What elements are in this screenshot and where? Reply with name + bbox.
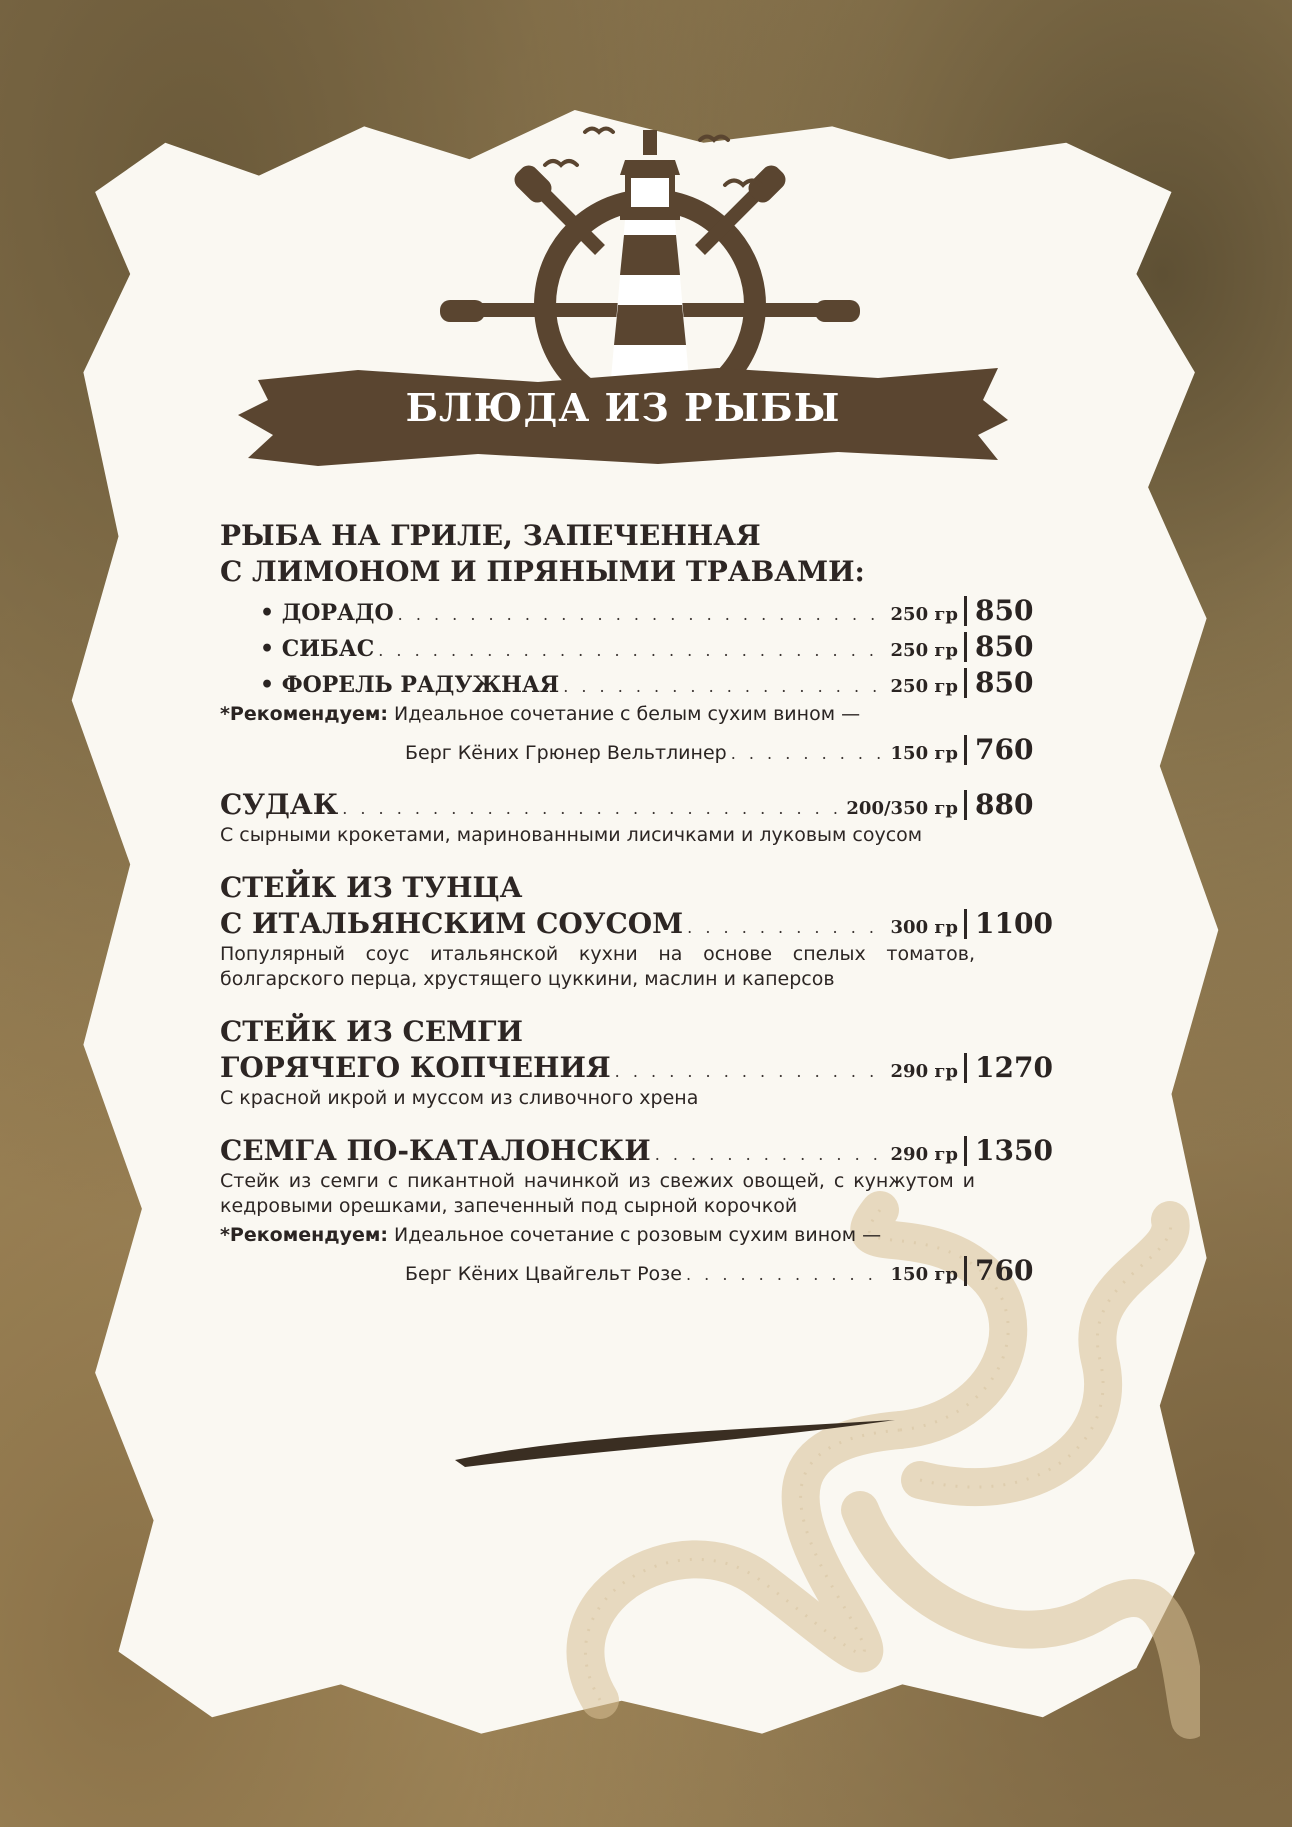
dish-price: 1100: [964, 909, 1065, 939]
recommendation-text: Идеальное сочетание с белым сухим вином —: [394, 703, 861, 725]
dish-grill: [220, 518, 1065, 765]
leader-dots: [687, 918, 886, 937]
dish-weight: 200/350 гр: [846, 798, 958, 819]
section-title: БЛЮДА ИЗ РЫБЫ: [405, 385, 841, 430]
item-price: 850: [964, 668, 1065, 698]
leader-dots: [731, 744, 887, 763]
lighthouse-icon: [610, 130, 690, 390]
menu-list: [220, 518, 1065, 1286]
list-item: [220, 596, 1065, 626]
dish-title: РЫБА НА ГРИЛЕ, ЗАПЕЧЕННАЯ: [220, 519, 761, 552]
dish-weight: 290 гр: [890, 1061, 958, 1082]
item-name: • ДОРАДО: [260, 600, 394, 626]
list-item: [220, 632, 1065, 662]
decorative-brush-stroke: [455, 1415, 895, 1475]
dish-row: [220, 1050, 1065, 1086]
dish-price: 1350: [964, 1136, 1065, 1166]
recommendation-label: *Рекомендуем:: [220, 703, 388, 725]
list-item: [220, 668, 1065, 698]
leader-dots: [378, 641, 886, 660]
dish-title: С ЛИМОНОМ И ПРЯНЫМИ ТРАВАМИ:: [220, 555, 865, 588]
dish-weight: 300 гр: [890, 917, 958, 938]
leader-dots: [686, 1265, 887, 1284]
wine-weight: 150 гр: [890, 743, 958, 764]
dish-title: СТЕЙК ИЗ СЕМГИ: [220, 1015, 523, 1048]
wine-name: Берг Кёних Цвайгельт Розе: [405, 1263, 682, 1285]
dish-title: СЕМГА ПО-КАТАЛОНСКИ: [220, 1134, 651, 1167]
dish-weight: 290 гр: [890, 1144, 958, 1165]
wine-name: Берг Кёних Грюнер Вельтлинер: [405, 742, 727, 764]
leader-dots: [615, 1062, 887, 1081]
item-name: • СИБАС: [260, 636, 375, 662]
leader-dots: [342, 799, 842, 818]
dish-description: Популярный соус итальянской кухни на основе спелых томатов, болгарского перца, хрустящего цуккини, маслин и каперсов: [220, 943, 975, 990]
recommendation: [220, 702, 1065, 727]
item-weight: 250 гр: [890, 604, 958, 625]
dish-description: Стейк из семги с пикантной начинкой из свежих овощей, с кунжутом и кедровыми орешками, запеченный под сырной корочкой: [220, 1170, 975, 1217]
dish-salmon-smoked: [220, 1014, 1065, 1111]
item-weight: 250 гр: [890, 640, 958, 661]
dish-title: С ИТАЛЬЯНСКИМ СОУСОМ: [220, 907, 684, 940]
dish-salmon-catalan: [220, 1133, 1065, 1286]
recommendation-text: Идеальное сочетание с розовым сухим вином —: [394, 1224, 882, 1246]
leader-dots: [398, 605, 887, 624]
dish-title: СУДАК: [220, 788, 339, 821]
wine-pairing: [220, 735, 1065, 765]
item-price: 850: [964, 596, 1065, 626]
item-weight: 250 гр: [890, 676, 958, 697]
recommendation: [220, 1223, 1065, 1248]
recommendation-label: *Рекомендуем:: [220, 1224, 388, 1246]
dish-description: С красной икрой и муссом из сливочного хрена: [220, 1087, 699, 1109]
dish-row: [220, 906, 1065, 942]
ship-wheel-lighthouse-logo: [440, 120, 860, 390]
wine-price: 760: [964, 735, 1065, 765]
leader-dots: [655, 1145, 887, 1164]
leader-dots: [563, 677, 886, 696]
wine-price: 760: [964, 1256, 1065, 1286]
dish-row: [220, 1133, 1065, 1169]
dish-row: [220, 787, 1065, 823]
wine-pairing: [220, 1256, 1065, 1286]
dish-description: С сырными крокетами, маринованными лисичками и луковым соусом: [220, 824, 923, 846]
item-name: • ФОРЕЛЬ РАДУЖНАЯ: [260, 672, 560, 698]
dish-price: 880: [964, 790, 1065, 820]
dish-title: СТЕЙК ИЗ ТУНЦА: [220, 871, 523, 904]
wine-weight: 150 гр: [890, 1264, 958, 1285]
dish-title: ГОРЯЧЕГО КОПЧЕНИЯ: [220, 1051, 611, 1084]
dish-price: 1270: [964, 1053, 1065, 1083]
dish-tuna: [220, 870, 1065, 992]
item-price: 850: [964, 632, 1065, 662]
dish-sudak: [220, 787, 1065, 848]
